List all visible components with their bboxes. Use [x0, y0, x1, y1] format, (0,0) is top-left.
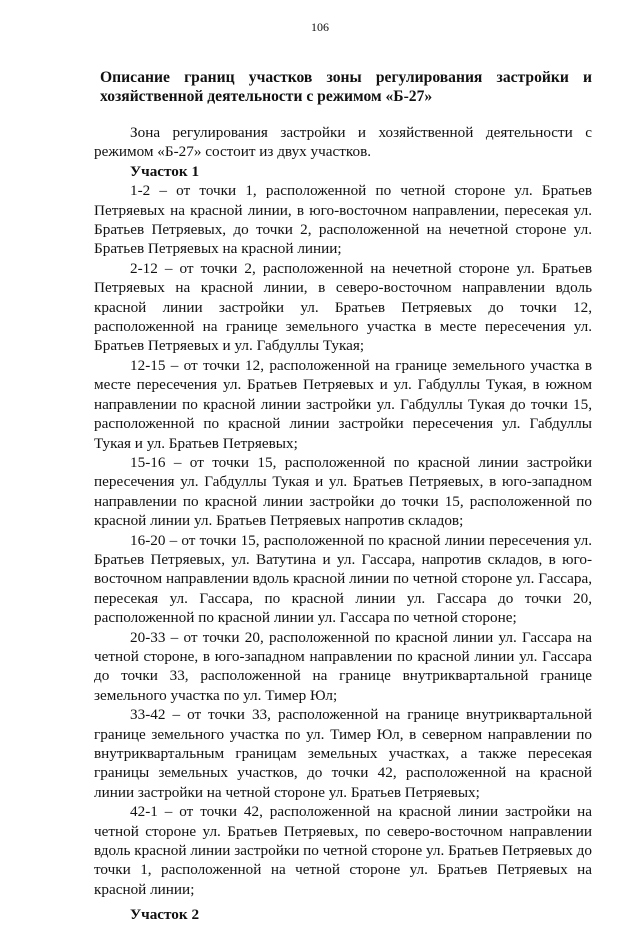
boundary-paragraph: 42-1 – от точки 42, расположенной на красной линии застройки на четной стороне ул. Братьев Петряевых, по северо-восточном направлении вдоль красной линии застройки по четной стороне ул. Братьев Петряевых до точки 1, расположенной на четной стороне ул. Братьев Петряевых на красной линии;	[94, 803, 592, 898]
boundary-paragraph: 20-33 – от точки 20, расположенной по красной линии ул. Гассара на четной стороне, в юго-западном направлении по красной линии ул. Гассара до точки 33, расположенной на границе внутриквартальной границе земельного участка по ул. Тимер Юл;	[94, 628, 592, 704]
page-number: 106	[311, 20, 329, 34]
boundary-paragraph: 1-2 – от точки 1, расположенной по четной стороне ул. Братьев Петряевых на красной линии, в юго-восточном направлении, пересекая ул. Братьев Петряевых, до точки 2, расположенной на нечетной стороне ул. Братьев Петряевых на красной линии;	[94, 182, 592, 258]
intro-paragraph: Зона регулирования застройки и хозяйственной деятельности с режимом «Б-27» состоит из двух участков.	[94, 124, 592, 161]
boundary-paragraph: 12-15 – от точки 12, расположенной на границе земельного участка в месте пересечения ул. Братьев Петряевых и ул. Габдуллы Тукая, в южном направлении по красной линии застройки ул. Габдуллы Тукая до точки 15, расположенной по красной линии застройки пересечения ул. Габдуллы Тукая и ул. Братьев Петряевых;	[94, 356, 592, 452]
document-body	[94, 123, 592, 925]
section-2-heading: Участок 2	[130, 906, 200, 924]
boundary-paragraph: 2-12 – от точки 2, расположенной на нечетной стороне ул. Братьев Петряевых на красной линии, в северо-восточном направлении вдоль красной линии застройки ул. Братьев Петряевых до точки 12, расположенной на границе земельного участка в месте пересечения ул. Братьев Петряевых и ул. Габдуллы Тукая;	[94, 259, 592, 355]
document-title: Описание границ участков зоны регулирования застройки и хозяйственной деятельности с режимом «Б-27»	[100, 69, 592, 105]
boundary-paragraph: 16-20 – от точки 15, расположенной по красной линии пересечения ул. Братьев Петряевых, ул. Ватутина и ул. Гассара, напротив складов, в юго-восточном направлении вдоль красной линии по четной стороне ул. Гассара, пересекая ул. Гассара, по красной линии ул. Гассара до точки 20, расположенной по красной линии ул. Гассара по четной стороне;	[94, 531, 592, 627]
boundary-paragraph: 15-16 – от точки 15, расположенной по красной линии застройки пересечения ул. Габдуллы Тукая и ул. Братьев Петряевых, в юго-западном направлении по красной линии застройки до точки 15, расположенной по красной линии ул. Братьев Петряевых напротив складов;	[94, 453, 592, 530]
section-1-heading: Участок 1	[130, 162, 200, 180]
boundary-paragraph: 33-42 – от точки 33, расположенной на границе внутриквартальной границе земельного участка по ул. Тимер Юл, в северном направлении по внутриквартальным границам земельных участках, а также пересекая границы земельных участков, до точки 42, расположенной на красной линии застройки на четной стороне ул. Братьев Петряевых;	[94, 706, 592, 801]
